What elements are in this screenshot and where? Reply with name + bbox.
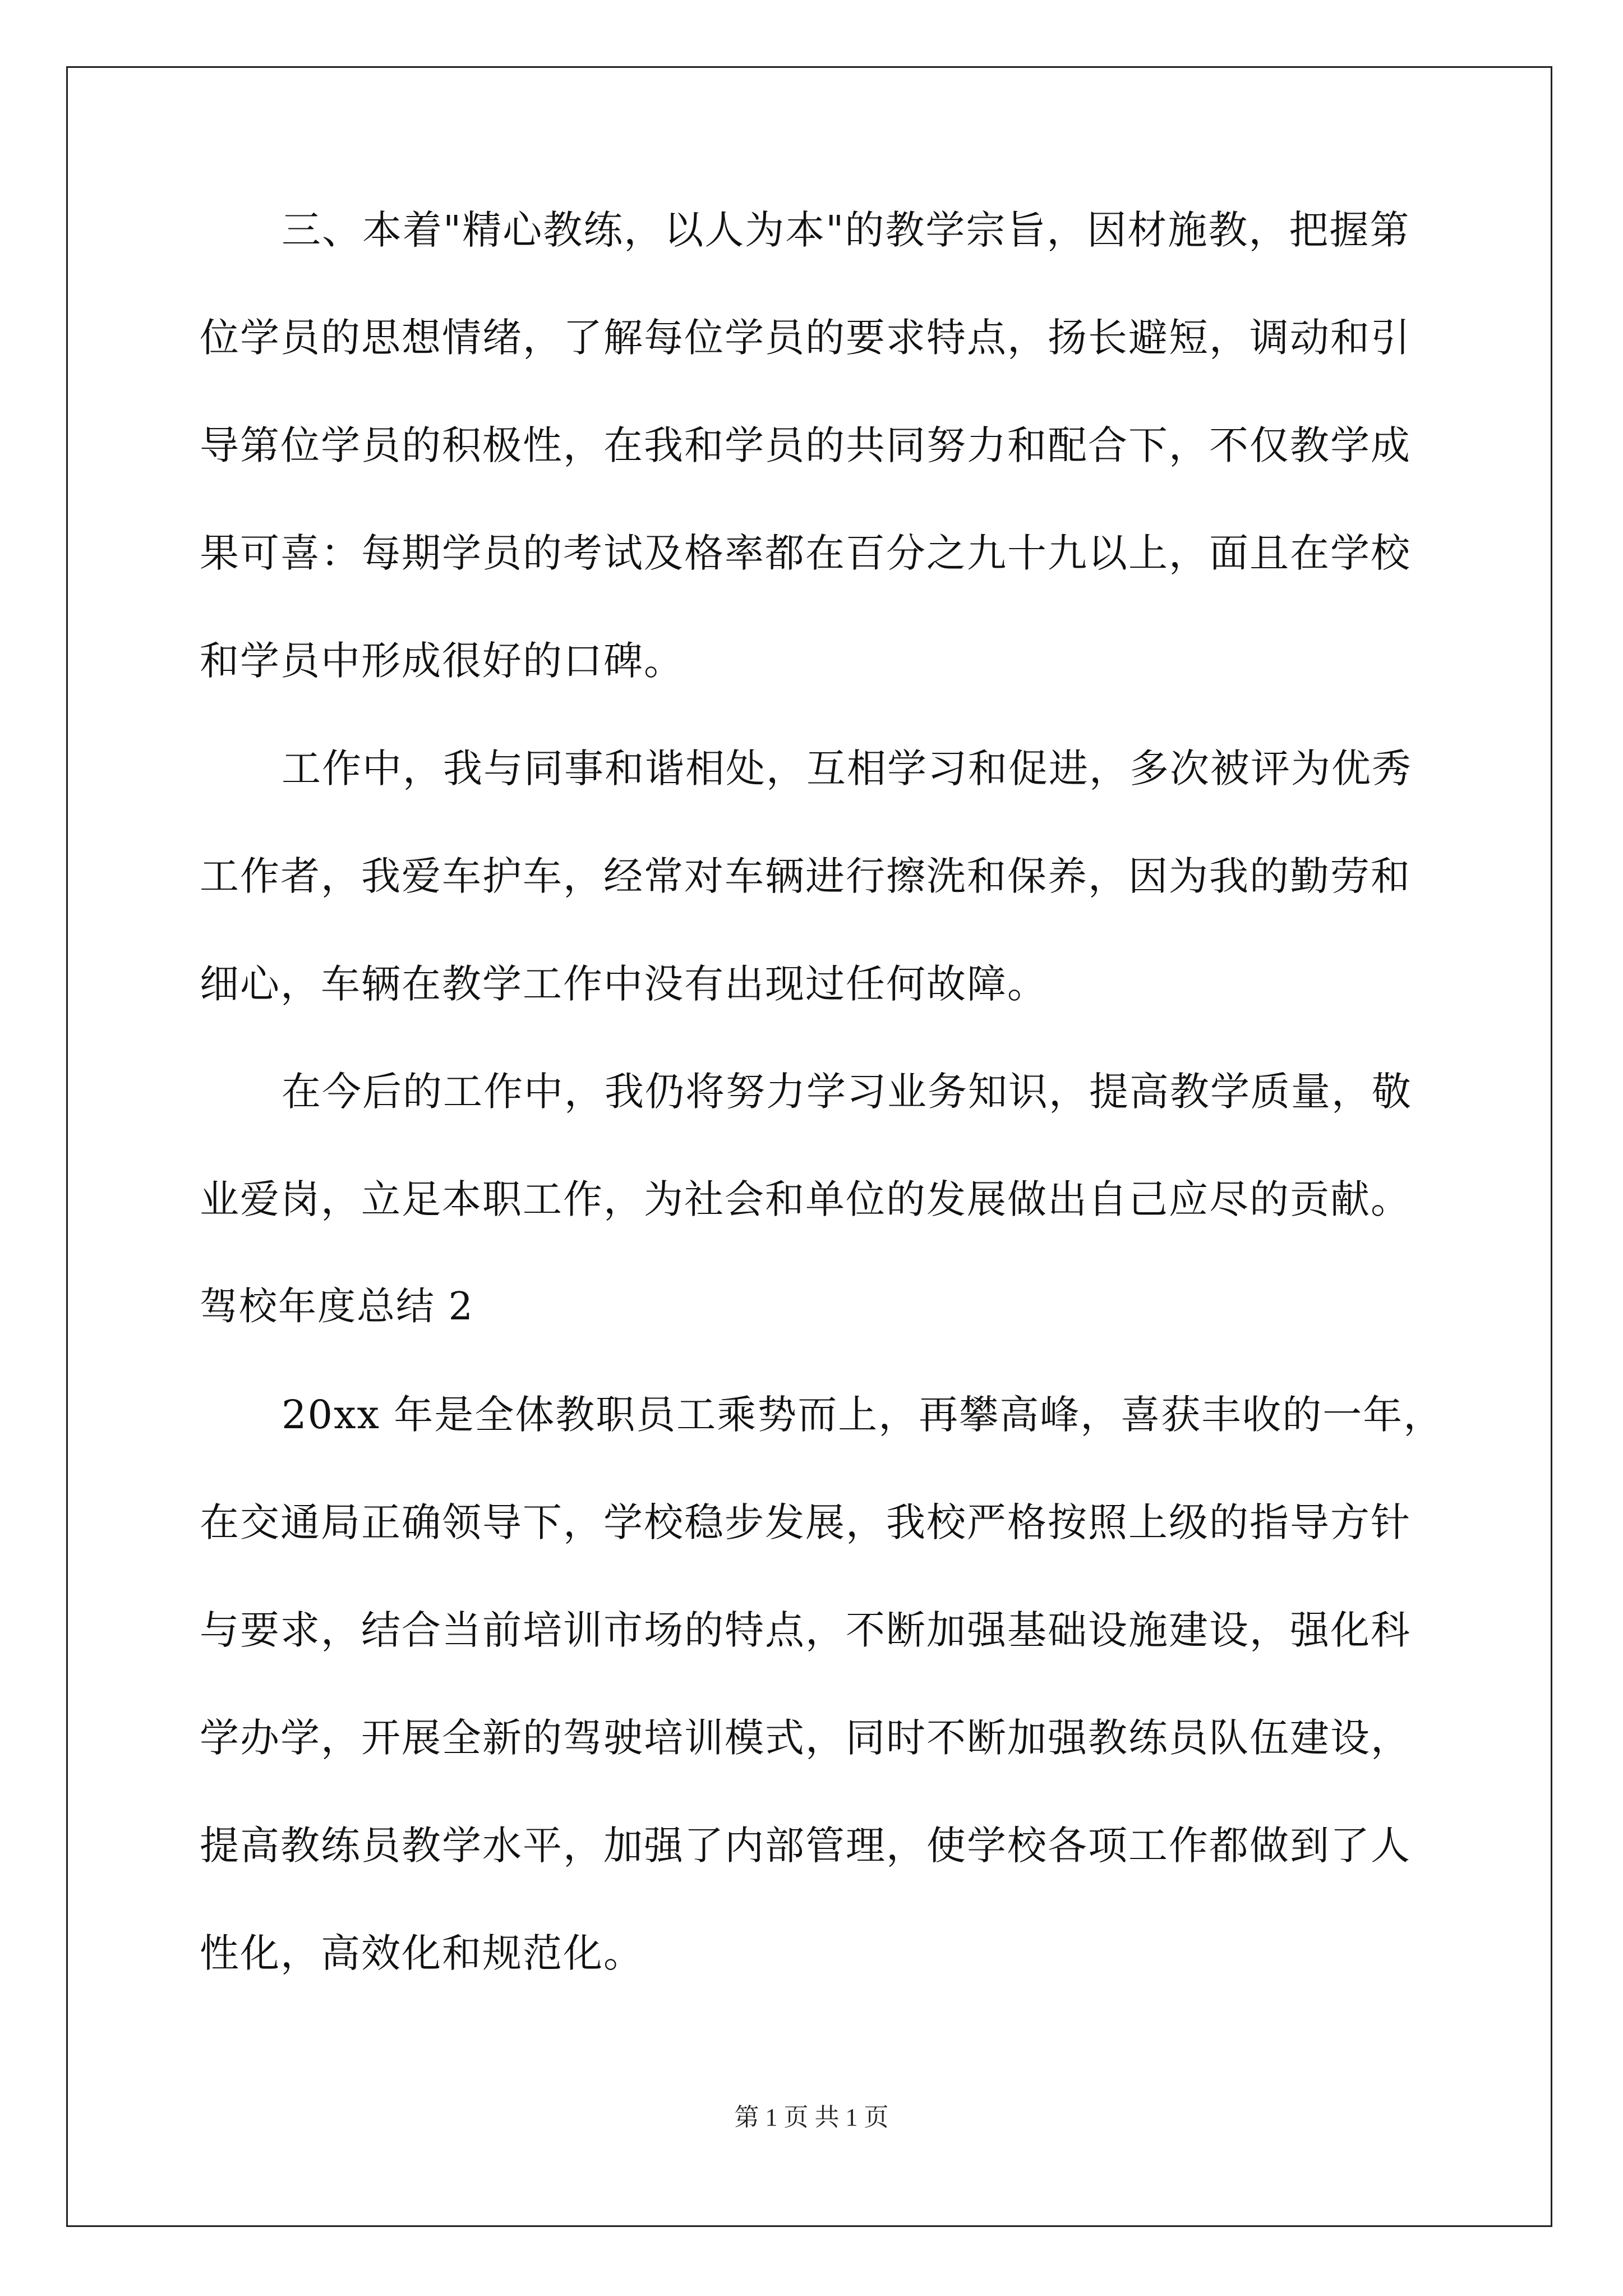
page-border xyxy=(66,66,1552,2227)
paragraph-3-line-2: 业爱岗，立足本职工作，为社会和单位的发展做出自己应尽的贡献。 xyxy=(200,1176,1411,1222)
paragraph-4-line-1: 20xx 年是全体教职员工乘势而上，再攀高峰，喜获丰收的一年， xyxy=(282,1392,1444,1438)
paragraph-3-line-1: 在今后的工作中，我仍将努力学习业务知识，提高教学质量，敬 xyxy=(282,1069,1412,1115)
paragraph-2-line-1: 工作中，我与同事和谐相处，互相学习和促进，多次被评为优秀 xyxy=(282,746,1412,792)
paragraph-1-line-4: 果可喜：每期学员的考试及格率都在百分之九十九以上，面且在学校 xyxy=(200,530,1411,576)
paragraph-2-line-2: 工作者，我爱车护车，经常对车辆进行擦洗和保养，因为我的勤劳和 xyxy=(200,853,1411,899)
page-number: 第 1 页 共 1 页 xyxy=(734,2104,889,2131)
paragraph-1-line-1: 三、本着"精心教练，以人为本"的教学宗旨，因材施教，把握第 xyxy=(282,207,1410,253)
section-heading: 驾校年度总结 2 xyxy=(200,1285,474,1329)
paragraph-4-line-2: 在交通局正确领导下，学校稳步发展，我校严格按照上级的指导方针 xyxy=(200,1499,1411,1545)
paragraph-2-line-3: 细心，车辆在教学工作中没有出现过任何故障。 xyxy=(200,961,1048,1007)
paragraph-4-line-4: 学办学，开展全新的驾驶培训模式，同时不断加强教练员队伍建设， xyxy=(200,1715,1411,1761)
paragraph-1-line-2: 位学员的思想情绪，了解每位学员的要求特点，扬长避短，调动和引 xyxy=(200,315,1411,361)
paragraph-1-line-3: 导第位学员的积极性，在我和学员的共同努力和配合下，不仅教学成 xyxy=(200,422,1411,468)
paragraph-1-line-5: 和学员中形成很好的口碑。 xyxy=(200,638,684,684)
paragraph-4-line-5: 提高教练员教学水平，加强了内部管理，使学校各项工作都做到了人 xyxy=(200,1823,1411,1869)
paragraph-4-line-3: 与要求，结合当前培训市场的特点，不断加强基础设施建设，强化科 xyxy=(200,1607,1411,1653)
paragraph-4-line-6: 性化，高效化和规范化。 xyxy=(200,1930,644,1976)
